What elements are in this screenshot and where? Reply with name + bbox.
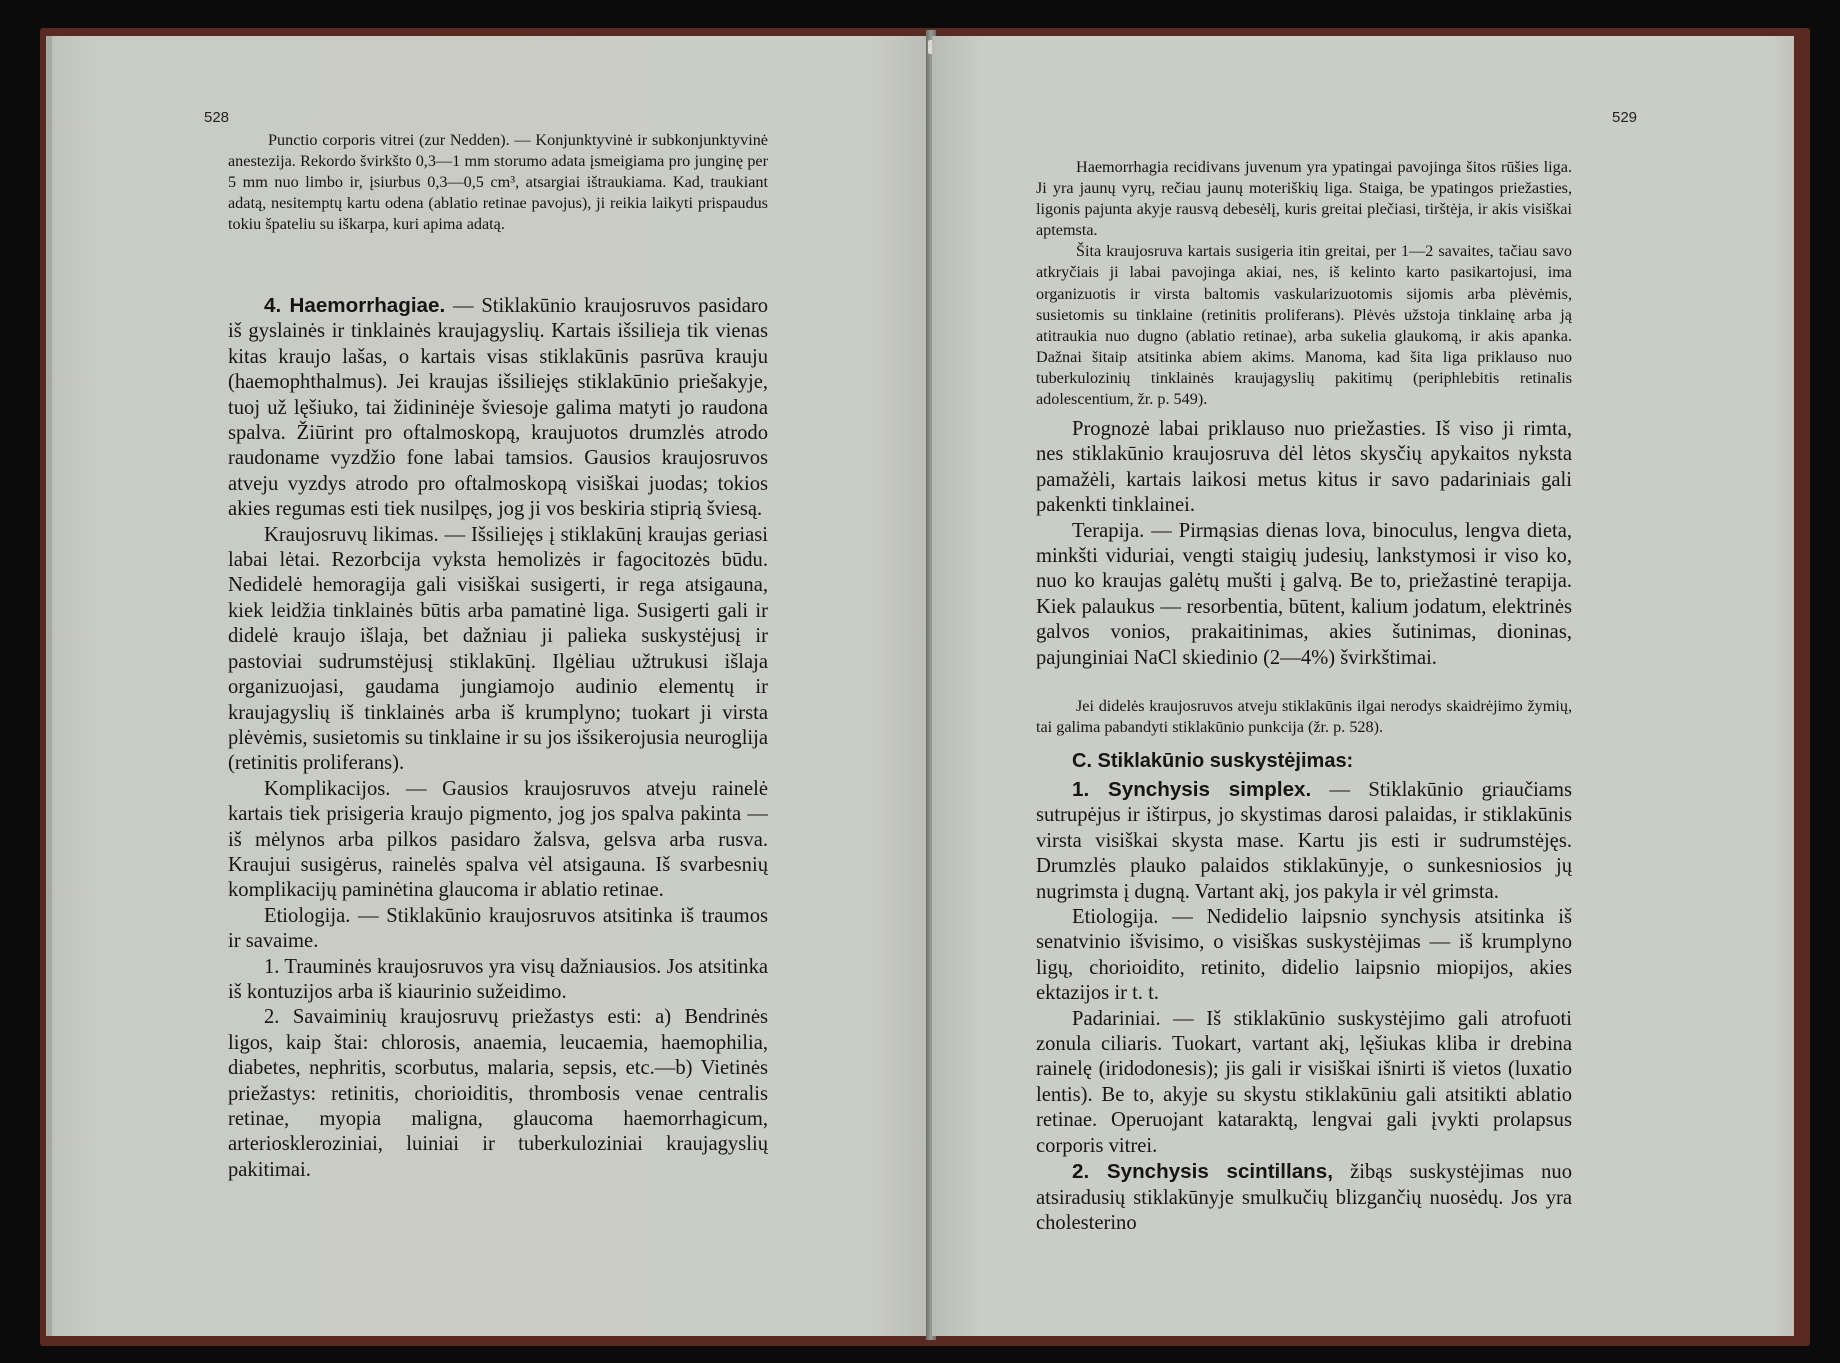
page-number-right: 529 bbox=[1612, 109, 1638, 126]
paragraph-punkcija: Jei didelės kraujosruvos atveju stiklakūnis ilgai nerodys skaidrėjimo žymių, tai galima pabandyti stiklakūnio punkcija (žr. p. 528). bbox=[1036, 697, 1572, 737]
paragraph-haemorrhagiae bbox=[228, 293, 768, 523]
right-small-block-1 bbox=[1036, 157, 1572, 410]
scintillans-text: žibąs suskystėjimas nuo atsiradusių stiklakūnyje smulkučių blizgančių nuosėdų. Jos yra cholesterino bbox=[1036, 1161, 1572, 1234]
paragraph-komplikacijos: Komplikacijos. — Gausios kraujosruvos atveju rainelė kartais tiek prisigeria kraujo pigmento, jog jos spalva pakinta — iš mėlynos arba pilkos pasidaro žalsva, gelsva arba rusva. Kraujui susigėrus, rainelės spalva vėl atsigauna. Iš svarbesnių komplikacijų paminėtina glaucoma ir ablatio retinae. bbox=[228, 777, 768, 902]
heading-haemorrhagiae: 4. Haemorrhagiae. bbox=[264, 294, 446, 317]
haemorrhagiae-text: — Stiklakūnio kraujosruvos pasidaro iš gyslainės ir tinklainės kraujagyslių. Kartais išsilieja tik vienas kitas kraujo lašas, o kartais visas stiklakūnis pasrūva krauju (haemophthalmus). Jei kraujas išsiliejęs stiklakūnio priešakyje, tuoj už lęšiuko, tai židininėje šviesoje galima matyti jo raudona spalva. Žiūrint pro oftalmoskopą, kraujuotos drumzlės atrodo raudoname vyzdžio fone labai tamsios. Gausios kraujosruvos atveju vyzdys atrodo pro oftalmoskopą visiškai juodas; tokios akies regumas esti tiek nusilpęs, jog ji vos beskiria stiprią šviesą. bbox=[228, 295, 768, 521]
paragraph-savaimines: 2. Savaiminių kraujosruvų priežastys esti: a) Bendrinės ligos, kaip štai: chlorosis, anaemia, leucaemia, haemophilia, diabetes, nephritis, scorbutus, malaria, sepsis, etc.—b) Vietinės priežastys: retinitis, chorioiditis, thrombosis venae centralis retinae, myopia maligna, glaucoma haemorrhagicum, arterioskleroziniai, luiniai ir tuberkuloziniai kraujagyslių pakitimai. bbox=[228, 1006, 768, 1181]
paragraph-terapija: Terapija. — Pirmąsias dienas lova, binoculus, lengva dieta, minkšti viduriai, vengti staigių judesių, lankstymosi ir viso ko, nuo ko kraujas galėtų mušti į galvą. Be to, priežastinė terapija. Kiek palaukus — resorbentia, būtent, kalium jodatum, elektrinės galvos vonios, prakaitinimas, akies šutinimas, dioninas, pajunginiai NaCl skiedinio (2—4%) švirkštimai. bbox=[1036, 519, 1572, 669]
heading-scintillans: 2. Synchysis scintillans, bbox=[1072, 1160, 1333, 1184]
left-main-block bbox=[228, 293, 768, 1183]
paragraph-simplex bbox=[1036, 777, 1572, 905]
paragraph-punctio: Punctio corporis vitrei (zur Nedden). — Konjunktyvinė ir subkonjunktyvinė anestezija. Rekordo švirkšto 0,3—1 mm storumo adata įsmeigiama pro junginę per 5 mm nuo limbo ir, įsiurbus 0,3—0,5 cm³, atsargiai ištraukiama. Kad, traukiant adatą, nesitemptų kartu odena (ablatio retinae pavojus), ji reikia laikyti prispaudus tokiu špateliu su iškarpa, kuri apima adatą. bbox=[228, 131, 768, 234]
paragraph-likimas: Kraujosruvų likimas. — Išsiliejęs į stiklakūnį kraujas geriasi labai lėtai. Rezorbcija vyksta hemolizės ir fagocitozės būdu. Nedidelė hemoragija gali visiškai susigerti, ir rega atsigauna, kiek leidžia tinklainės būtis arba pamatinė liga. Susigerti gali ir didelė kraujo išlaja, bet dažniau ji palieka suskystėjusį ir pastoviai sudrumstėjusį stiklakūnį. Ilgėliau užtrukusi išlaja organizuojasi, gaudama jungiamojo audinio elementų ir kraujagyslių iš tinklainės arba iš krumplyno; tuokart ji virsta plėvėmis, susietomis su tinklaine ir su jos išsikerojusia neuroglija (retinitis proliferans). bbox=[228, 523, 768, 775]
right-main-block-2 bbox=[1036, 750, 1572, 1236]
heading-simplex: 1. Synchysis simplex. bbox=[1072, 778, 1312, 801]
section-heading-c: C. Stiklakūnio suskystėjimas: bbox=[1072, 750, 1354, 772]
right-main-block-1 bbox=[1036, 417, 1572, 671]
paragraph-susigeria: Šita kraujosruva kartais susigeria itin greitai, per 1—2 savaites, tačiau savo atkryčiais ji labai pavojinga akiai, nes, iš kelinto karto pasikartojusi, ima organizuotis ir virsta baltomis vaskularizuotomis sijomis arba plėvėmis, susietomis su tinklaine (retinitis proliferans). Plėvės užstoja tinklainę arba ją atitraukia nuo dugno (ablatio retinae), arba sukelia glaukomą, ir akis apanka. Dažnai šitaip atsitinka abiem akims. Manoma, kad šita liga priklauso nuo tuberkulozinių tinklainės kraujagyslių pakitimų (periphlebitis retinalis adolescentium, žr. p. 549). bbox=[1036, 242, 1572, 409]
paragraph-padariniai: Padariniai. — Iš stiklakūnio suskystėjimo gali atrofuoti zonula ciliaris. Tuokart, vartant akį, lęšiukas kliba ir drebina rainelę (iridodonesis); jis gali ir visiškai išnirti iš vietos (luxatio lentis). Be to, akyje su skystu stiklakūniu gali atsitikti ablatio retinae. Operuojant kataraktą, lengvai gali įvykti prolapsus corporis vitrei. bbox=[1036, 1007, 1572, 1157]
paragraph-prognoze: Prognozė labai priklauso nuo priežasties. Iš viso ji rimta, nes stiklakūnio kraujosruva dėl lėtos skysčių apykaitos nyksta pamažėli, kartais laikosi metus kitus ir savo padariniais gali pakenkti tinklainei. bbox=[1036, 418, 1572, 517]
simplex-text: — Stiklakūnio griaučiams sutrupėjus ir ištirpus, jo skystimas darosi palaidas, ir stiklakūnis virsta visiškai skysta mase. Kartu jis esti ir sudrumstėjęs. Drumzlės plauko palaidos stiklakūnyje, o sunkesniosios jų nugrimsta į dugną. Vartant akį, jos pakyla ir vėl grimsta. bbox=[1036, 779, 1572, 903]
paragraph-etiologija-c: Etiologija. — Nedidelio laipsnio synchysis atsitinka iš senatvinio išvisimo, o visiškas suskystėjimas — iš krumplyno ligų, chorioidito, retinito, didelio laipsnio miopijos, akies ektazijos ir t. t. bbox=[1036, 906, 1572, 1005]
paragraph-etiologija: Etiologija. — Stiklakūnio kraujosruvos atsitinka iš traumos ir savaime. bbox=[228, 904, 768, 953]
right-page bbox=[932, 36, 1794, 1336]
paragraph-traumines: 1. Trauminės kraujosruvos yra visų dažniausios. Jos atsitinka iš kontuzijos arba iš kiaurinio sužeidimo. bbox=[228, 955, 768, 1003]
left-page bbox=[46, 36, 930, 1336]
left-small-block bbox=[228, 130, 768, 235]
page-number-left: 528 bbox=[204, 109, 230, 126]
right-small-block-2 bbox=[1036, 696, 1572, 738]
paragraph-scintillans bbox=[1036, 1159, 1572, 1236]
paragraph-recidivans: Haemorrhagia recidivans juvenum yra ypatingai pavojinga šitos rūšies liga. Ji yra jaunų vyrų, rečiau jaunų moteriškių liga. Staiga, be ypatingos priežasties, ligonis pajunta akyje rausvą debesėlį, kuris greitai plečiasi, tirštėja, ir akis visiškai aptemsta. bbox=[1036, 158, 1572, 240]
